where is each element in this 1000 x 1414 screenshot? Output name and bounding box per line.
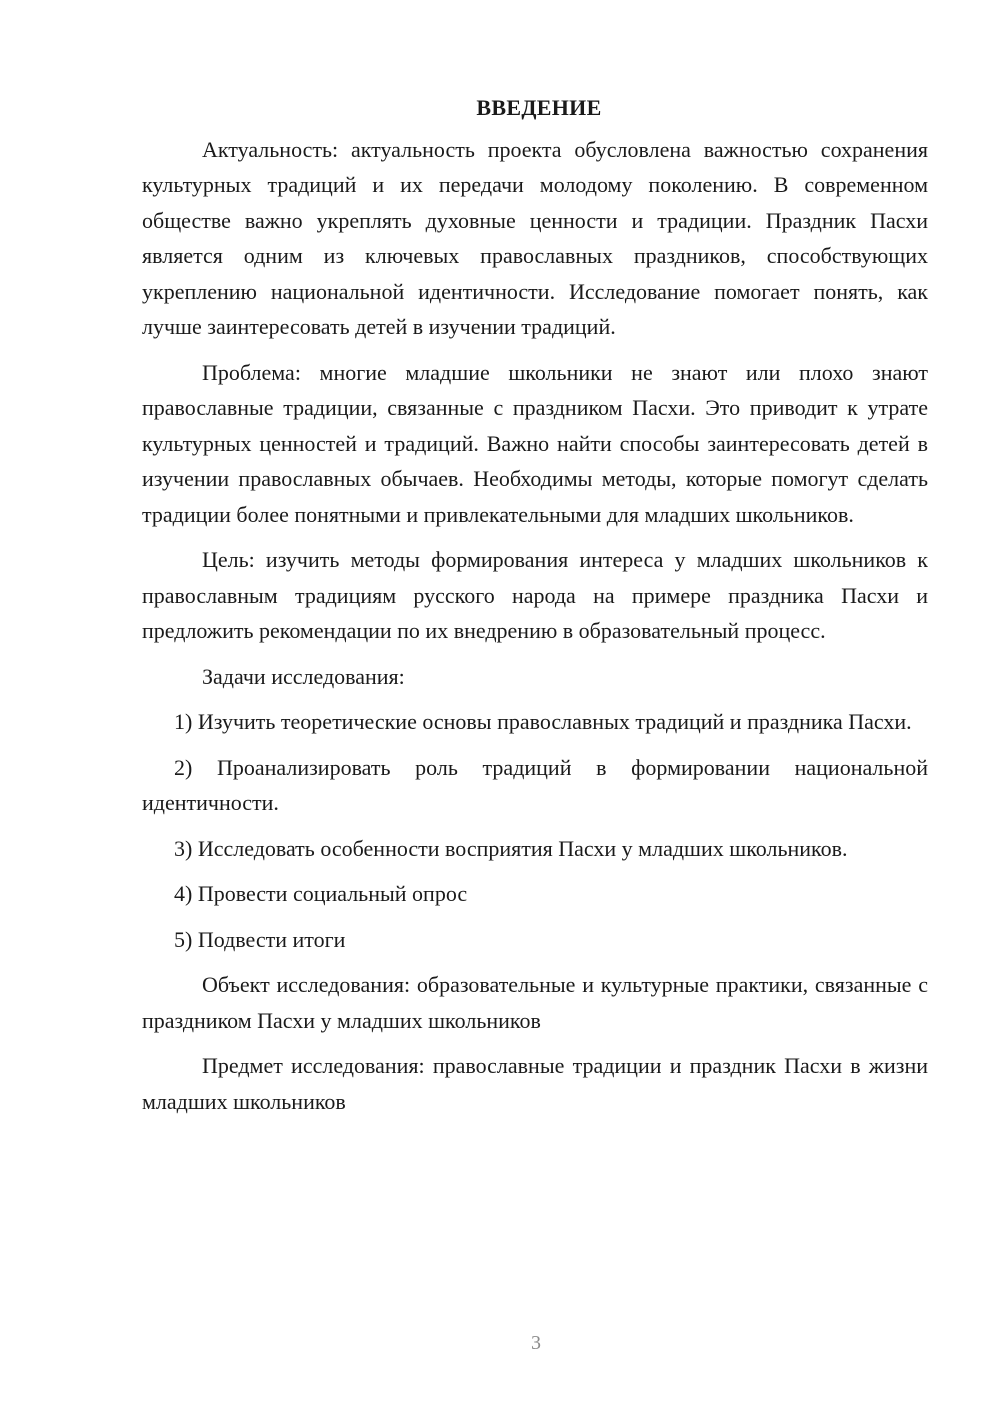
document-page <box>142 90 928 1129</box>
subject-paragraph: Предмет исследования: православные традиции и праздник Пасхи в жизни младших школьников <box>142 1053 928 1114</box>
task-item-4: 4) Провести социальный опрос <box>174 881 468 906</box>
tasks-heading: Задачи исследования: <box>202 663 405 689</box>
task-item-3: 3) Исследовать особенности восприятия Пасхи у младших школьников. <box>174 835 848 861</box>
task-item-1: 1) Изучить теоретические основы православных традиций и праздника Пасхи. <box>174 709 912 734</box>
task-item-5: 5) Подвести итоги <box>174 926 346 952</box>
task-item-2: 2) Проанализировать роль традиций в формировании национальной идентичности. <box>142 754 928 815</box>
relevance-paragraph: Актуальность: актуальность проекта обусловлена важностью сохранения культурных традиций и их передачи молодому поколению. В современном обществе важно укреплять духовные ценности и традиции. Праздник Пасхи является одним из ключевых православных праздников, способствующих укреплению национальной идентичности. Исследование помогает понять, как лучше заинтересовать детей в изучении традиций. <box>142 136 928 339</box>
page-number: 3 <box>531 1332 541 1354</box>
goal-paragraph: Цель: изучить методы формирования интереса у младших школьников к православным традициям русского народа на примере праздника Пасхи и предложить рекомендации по их внедрению в образовательный процесс. <box>142 547 928 643</box>
object-paragraph: Объект исследования: образовательные и культурные практики, связанные с праздником Пасхи у младших школьников <box>142 972 928 1033</box>
problem-paragraph: Проблема: многие младшие школьники не знают или плохо знают православные традиции, связанные с праздником Пасхи. Это приводит к утрате культурных ценностей и традиций. Важно найти способы заинтересовать детей в изучении православных обычаев. Необходимы методы, которые помогут сделать традиции более понятными и привлекательными для младших школьников. <box>142 359 928 527</box>
page-title: ВВЕДЕНИЕ <box>476 95 602 120</box>
